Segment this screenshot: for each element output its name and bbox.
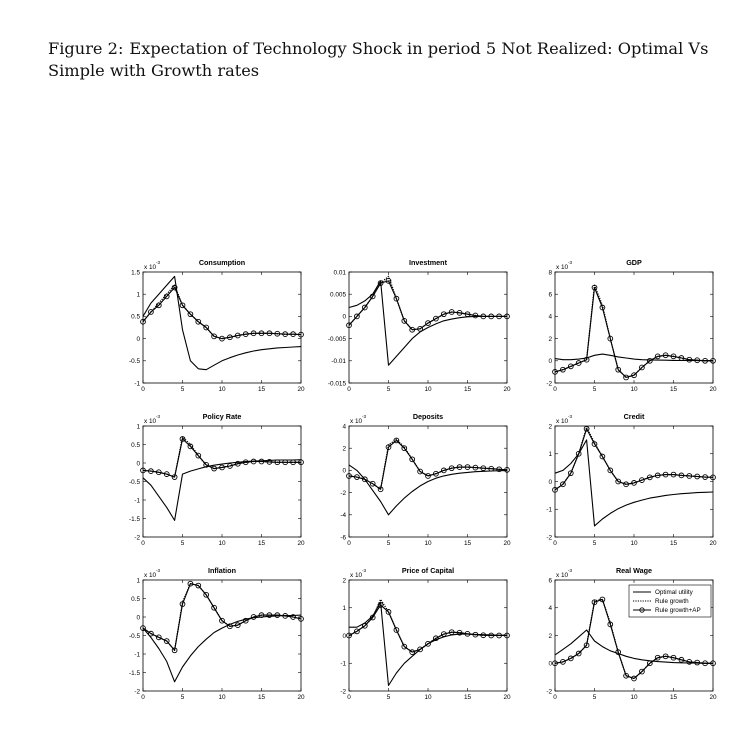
x-tick-label: 5	[592, 540, 597, 547]
panel-title: Deposits	[412, 412, 444, 421]
panel-credit	[546, 412, 717, 547]
y-tick-label: -0.015	[327, 380, 346, 388]
plot-frame	[143, 272, 301, 383]
y-tick-label: 2	[548, 423, 552, 431]
plot-frame	[143, 426, 301, 537]
x-tick-label: 0	[141, 540, 145, 547]
axis-exponent-power: -3	[568, 260, 573, 265]
x-tick-label: 20	[709, 694, 717, 701]
x-tick-label: 0	[553, 694, 557, 701]
axis-exponent: x 10	[350, 418, 363, 425]
legend-label: Optimal utility	[655, 589, 693, 597]
axis-exponent: x 10	[556, 418, 569, 425]
y-tick-label: -2	[134, 534, 140, 542]
y-tick-label: 4	[548, 313, 552, 321]
y-tick-label: 0	[342, 467, 346, 475]
x-tick-label: 0	[347, 386, 351, 393]
y-tick-label: -6	[340, 534, 346, 542]
axis-exponent-power: -3	[156, 568, 161, 573]
y-tick-label: 1	[136, 577, 140, 585]
x-tick-label: 0	[553, 540, 557, 547]
axis-exponent: x 10	[144, 264, 157, 271]
x-tick-label: 10	[630, 540, 638, 547]
x-tick-label: 20	[297, 386, 305, 393]
panel-title: Credit	[623, 412, 645, 421]
y-tick-label: 0	[136, 335, 140, 343]
axis-exponent-power: -3	[568, 414, 573, 419]
series-line-solid	[143, 276, 301, 369]
y-tick-label: 0	[342, 632, 346, 640]
y-tick-label: -1	[134, 380, 140, 388]
x-tick-label: 20	[503, 386, 511, 393]
axis-exponent: x 10	[556, 264, 569, 271]
panel-inflation	[129, 566, 305, 701]
y-tick-label: 4	[548, 605, 552, 613]
x-tick-label: 15	[257, 694, 266, 701]
x-tick-label: 15	[463, 540, 472, 547]
panel-title: Policy Rate	[202, 412, 242, 421]
series-line-dotted	[143, 584, 301, 651]
x-tick-label: 20	[503, 694, 511, 701]
x-tick-label: 15	[463, 694, 472, 701]
panel-investment	[328, 258, 511, 393]
y-tick-label: 2	[342, 445, 346, 453]
y-tick-label: -1	[134, 497, 140, 505]
x-tick-label: 15	[257, 386, 266, 393]
y-tick-label: 0.005	[330, 291, 346, 299]
y-tick-label: 2	[548, 632, 552, 640]
y-tick-label: 2	[342, 577, 346, 585]
x-tick-label: 20	[297, 540, 305, 547]
panel-title: Price of Capital	[401, 566, 455, 575]
y-tick-label: -1.5	[128, 515, 140, 523]
x-tick-label: 20	[709, 540, 717, 547]
y-tick-label: 0	[342, 313, 346, 321]
y-tick-label: -0.5	[128, 358, 140, 366]
x-tick-label: 10	[630, 694, 638, 701]
panel-policy-rate	[129, 412, 305, 547]
series-line-solid	[143, 615, 301, 682]
y-tick-label: -2	[546, 380, 552, 388]
x-tick-label: 0	[553, 386, 557, 393]
y-tick-label: -4	[340, 512, 346, 520]
x-tick-label: 15	[669, 386, 678, 393]
x-tick-label: 10	[218, 386, 226, 393]
series-line-dotted	[143, 437, 301, 477]
x-tick-label: 0	[141, 386, 145, 393]
y-tick-label: -2	[546, 534, 552, 542]
y-tick-label: 0	[136, 460, 140, 468]
y-tick-label: 0.5	[131, 441, 140, 449]
axis-exponent-power: -3	[362, 414, 367, 419]
panel-price-of-capital	[340, 566, 511, 701]
x-tick-label: 10	[424, 540, 432, 547]
x-tick-label: 20	[297, 694, 305, 701]
y-tick-label: 0.01	[333, 269, 346, 277]
panel-title: GDP	[626, 258, 642, 267]
series-line-solid-circle	[555, 288, 713, 378]
caption-text: Expectation of Technology Shock in period 5 Not Realized: Optimal Vs Simple with Growth rates	[48, 39, 709, 80]
panel-deposits	[340, 412, 511, 547]
y-tick-label: -1	[340, 660, 346, 668]
y-tick-label: 0.5	[131, 595, 140, 603]
x-tick-label: 10	[424, 386, 432, 393]
x-tick-label: 5	[386, 386, 391, 393]
y-tick-label: 1.5	[131, 269, 140, 277]
x-tick-label: 5	[386, 694, 391, 701]
axis-exponent-power: -3	[156, 260, 161, 265]
y-tick-label: -2	[340, 688, 346, 696]
x-tick-label: 5	[386, 540, 391, 547]
x-tick-label: 15	[463, 386, 472, 393]
panel-consumption	[129, 258, 305, 393]
panel-title: Real Wage	[615, 566, 653, 575]
x-tick-label: 10	[218, 694, 226, 701]
y-tick-label: -1.5	[128, 669, 140, 677]
y-tick-label: 4	[342, 423, 346, 431]
axis-exponent-power: -3	[362, 568, 367, 573]
legend-label: Rule growth	[655, 598, 689, 606]
y-tick-label: 0	[548, 660, 552, 668]
axis-exponent: x 10	[144, 418, 157, 425]
y-tick-label: 1	[136, 291, 140, 299]
axis-exponent: x 10	[350, 572, 363, 579]
caption-prefix: Figure 2:	[48, 39, 124, 58]
x-tick-label: 5	[180, 694, 185, 701]
x-tick-label: 5	[180, 386, 185, 393]
x-tick-label: 20	[503, 540, 511, 547]
y-tick-label: 0	[548, 358, 552, 366]
x-tick-label: 10	[630, 386, 638, 393]
axis-exponent: x 10	[556, 572, 569, 579]
x-tick-label: 0	[347, 694, 351, 701]
y-tick-label: -2	[340, 489, 346, 497]
y-tick-label: -2	[546, 688, 552, 696]
axis-exponent-power: -3	[568, 568, 573, 573]
y-tick-label: 0.5	[131, 313, 140, 321]
legend-label: Rule growth+AP	[655, 607, 701, 615]
x-tick-label: 0	[347, 540, 351, 547]
y-tick-label: -0.5	[128, 632, 140, 640]
x-tick-label: 15	[669, 540, 678, 547]
x-tick-label: 5	[592, 386, 597, 393]
series-line-solid	[143, 460, 301, 521]
y-tick-label: 1	[342, 605, 346, 613]
y-tick-label: -0.5	[128, 478, 140, 486]
plot-frame	[143, 580, 301, 691]
series-line-solid-circle	[349, 605, 507, 652]
x-tick-label: 15	[257, 540, 266, 547]
y-tick-label: 6	[548, 291, 552, 299]
panel-title: Investment	[409, 258, 447, 267]
y-tick-label: -1	[134, 651, 140, 659]
legend	[629, 585, 711, 617]
panel-title: Inflation	[208, 566, 236, 575]
y-tick-label: 0	[548, 478, 552, 486]
x-tick-label: 0	[141, 694, 145, 701]
axis-exponent: x 10	[144, 572, 157, 579]
y-tick-label: -1	[546, 506, 552, 514]
series-line-dotted	[349, 276, 507, 329]
panel-real-wage	[546, 566, 717, 701]
series-line-solid	[349, 465, 507, 515]
axis-exponent-power: -3	[156, 414, 161, 419]
y-tick-label: -0.005	[327, 335, 346, 343]
series-line-dotted	[143, 285, 301, 338]
plot-frame	[555, 272, 713, 383]
x-tick-label: 10	[218, 540, 226, 547]
y-tick-label: 1	[548, 451, 552, 459]
y-tick-label: 2	[548, 335, 552, 343]
panel-gdp	[546, 258, 717, 393]
x-tick-label: 20	[709, 386, 717, 393]
y-tick-label: 6	[548, 577, 552, 585]
x-tick-label: 5	[180, 540, 185, 547]
y-tick-label: -2	[134, 688, 140, 696]
panel-title: Consumption	[198, 258, 246, 267]
y-tick-label: 8	[548, 269, 552, 277]
x-tick-label: 15	[669, 694, 678, 701]
plot-frame	[555, 426, 713, 537]
y-tick-label: -0.01	[331, 358, 346, 366]
x-tick-label: 10	[424, 694, 432, 701]
y-tick-label: 0	[136, 614, 140, 622]
y-tick-label: 1	[136, 423, 140, 431]
x-tick-label: 5	[592, 694, 597, 701]
series-line-solid	[555, 630, 713, 663]
